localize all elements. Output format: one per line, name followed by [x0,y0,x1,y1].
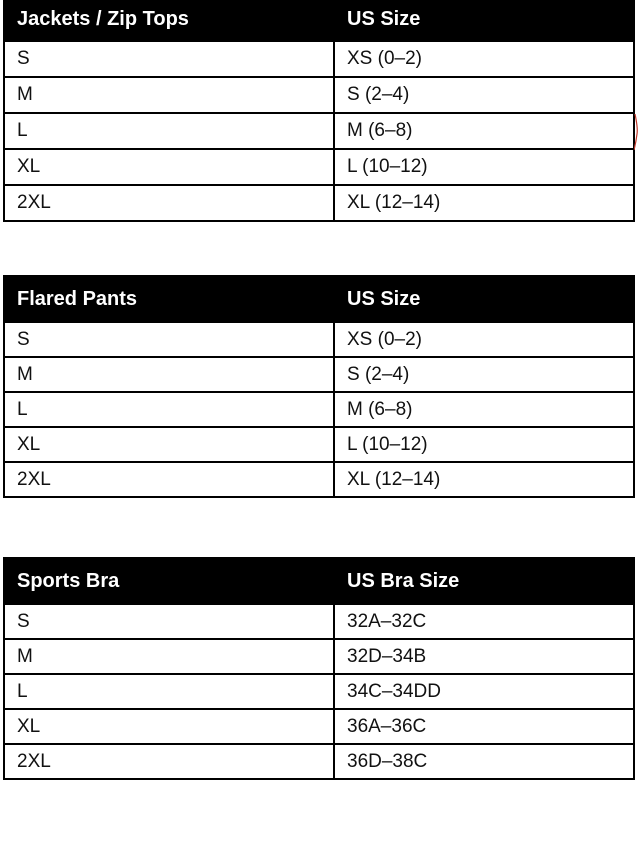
table-header-row [4,276,634,322]
jackets-size-table [3,0,635,222]
header-us-size: US Size [334,0,634,41]
us-size-cell: XS (0–2) [334,322,634,357]
table-row [4,639,634,674]
us-size-cell: XL (12–14) [334,462,634,497]
header-us-size: US Size [334,276,634,322]
header-garment: Flared Pants [4,276,334,322]
garment-size-cell: M [4,77,334,113]
table-row [4,149,634,185]
table-row [4,744,634,779]
table-header-row [4,0,634,41]
us-size-cell: S (2–4) [334,357,634,392]
garment-size-cell: 2XL [4,744,334,779]
table-row [4,709,634,744]
garment-size-cell: L [4,113,334,149]
table-row [4,41,634,77]
garment-size-cell: M [4,639,334,674]
table-row [4,427,634,462]
us-size-cell: L (10–12) [334,427,634,462]
table-header-row [4,558,634,604]
us-size-cell: M (6–8) [334,113,634,149]
us-bra-size-cell: 34C–34DD [334,674,634,709]
garment-size-cell: M [4,357,334,392]
garment-size-cell: XL [4,149,334,185]
table-row [4,674,634,709]
us-size-cell: L (10–12) [334,149,634,185]
us-bra-size-cell: 36D–38C [334,744,634,779]
garment-size-cell: L [4,674,334,709]
table-row [4,77,634,113]
garment-size-cell: 2XL [4,462,334,497]
edge-mark-decoration [634,114,638,150]
table-row [4,392,634,427]
header-garment: Sports Bra [4,558,334,604]
us-size-cell: S (2–4) [334,77,634,113]
us-size-cell: XL (12–14) [334,185,634,221]
us-size-cell: M (6–8) [334,392,634,427]
table-row [4,357,634,392]
garment-size-cell: XL [4,709,334,744]
table-row [4,113,634,149]
garment-size-cell: 2XL [4,185,334,221]
garment-size-cell: L [4,392,334,427]
us-bra-size-cell: 32D–34B [334,639,634,674]
us-size-cell: XS (0–2) [334,41,634,77]
table-row [4,322,634,357]
garment-size-cell: XL [4,427,334,462]
garment-size-cell: S [4,604,334,639]
garment-size-cell: S [4,41,334,77]
table-row [4,462,634,497]
header-us-bra-size: US Bra Size [334,558,634,604]
pants-size-table [3,275,635,498]
sports-bra-size-table [3,557,635,780]
table-row [4,185,634,221]
us-bra-size-cell: 36A–36C [334,709,634,744]
us-bra-size-cell: 32A–32C [334,604,634,639]
table-row [4,604,634,639]
header-garment: Jackets / Zip Tops [4,0,334,41]
garment-size-cell: S [4,322,334,357]
